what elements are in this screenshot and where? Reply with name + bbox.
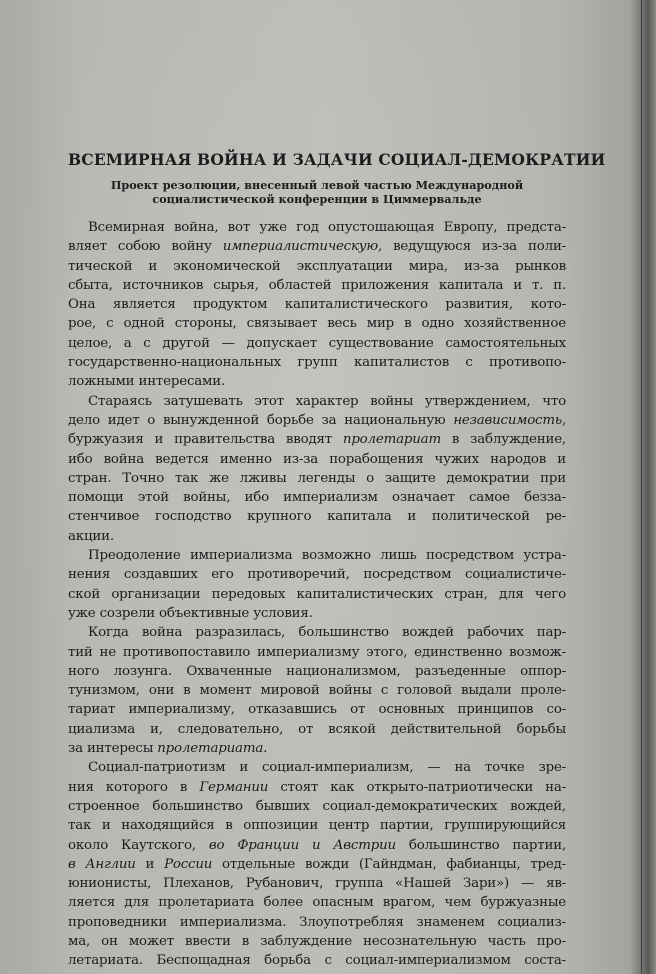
text-line: около Каутского, во Франции и Австрии большинство партии,	[68, 837, 566, 853]
text-line: ляется для пролетариата более опасным врагом, чем буржуазные	[68, 895, 566, 911]
text-line: ложными интересами.	[68, 374, 226, 390]
text-line: акции.	[68, 528, 114, 544]
text-line: уже созрели объективные условия.	[68, 605, 313, 621]
text-line: так и находящийся в оппозиции центр партии, группирующийся	[68, 818, 566, 834]
text-line: ма, он может ввести в заблуждение несознательную часть про-	[68, 933, 566, 949]
text-line: нения создавших его противоречий, посредством социалистиче-	[68, 567, 566, 583]
text-line: сбыта, источников сырья, областей приложения капитала и т. п.	[68, 277, 566, 293]
text-line: тий не противопоставило империализму этого, единственно возмож-	[68, 644, 566, 660]
text-line: проповедники империализма. Злоупотребляя знаменем социализ-	[68, 914, 566, 930]
subtitle-line: Проект резолюции, внесенный левой частью Международной	[110, 178, 524, 192]
text-line: дело идет о вынужденной борьбе за национальную независимость,	[68, 412, 566, 428]
text-line: помощи этой войны, ибо империализм означает самое безза-	[68, 490, 566, 506]
text-line: летариата. Беспощадная борьба с социал-империализмом соста-	[68, 953, 566, 969]
text-line: стран. Точно так же лживы легенды о защите демократии при	[68, 470, 566, 486]
text-line: Всемирная война, вот уже год опустошающая Европу, предста-	[88, 220, 566, 235]
text-line: ской организации передовых капиталистических стран, для чего	[68, 586, 566, 602]
text-line: Стараясь затушевать этот характер войны утверждением, что	[88, 393, 566, 409]
page-title: ВСЕМИРНАЯ ВОЙНА И ЗАДАЧИ СОЦИАЛ-ДЕМОКРАТИИ	[68, 150, 606, 169]
text-line: буржуазия и правительства вводят пролетариат в заблуждение,	[68, 432, 566, 448]
text-line: Социал-патриотизм и социал-империализм, — на точке зре-	[88, 760, 566, 776]
text-line: государственно-национальных групп капиталистов с противопо-	[68, 355, 566, 371]
page-content	[68, 150, 606, 971]
text-line: строенное большинство бывших социал-демократических вождей,	[68, 798, 566, 814]
text-line: циализма и, следовательно, от всякой действительной борьбы	[68, 721, 566, 737]
page-edge-line	[641, 0, 642, 974]
text-line: Когда война разразилась, большинство вождей рабочих пар-	[88, 625, 566, 641]
text-line: стенчивое господство крупного капитала и политической ре-	[68, 509, 566, 525]
text-line: Преодоление империализма возможно лишь посредством устра-	[88, 548, 566, 564]
text-line: за интересы пролетариата.	[68, 741, 268, 757]
text-line: рое, с одной стороны, связывает весь мир в одно хозяйственное	[68, 316, 566, 332]
subtitle-line: социалистической конференции в Циммервальде	[152, 192, 482, 206]
text-line: целое, а с другой — допускает существование самостоятельных	[68, 335, 566, 351]
text-line: ного лозунга. Охваченные национализмом, разъеденные оппор-	[68, 663, 566, 679]
page-edge-shadow	[630, 0, 656, 974]
text-line: в Англии и России отдельные вожди (Гайндман, фабианцы, тред-	[68, 856, 566, 872]
subtitle	[86, 178, 548, 206]
text-line: ибо война ведется именно из-за порабощения чужих народов и	[68, 451, 566, 467]
text-line: тариат империализму, отказавшись от основных принципов со-	[68, 702, 566, 718]
text-line: тунизмом, они в момент мировой войны с головой выдали проле-	[68, 683, 566, 699]
text-line: вляет собою войну империалистическую, ведущуюся из-за поли-	[68, 239, 566, 255]
body-text	[68, 218, 566, 971]
text-line: тической и экономической эксплуатации мира, из-за рынков	[68, 258, 566, 274]
text-line: ния которого в Германии стоят как открыто-патриотически на-	[68, 779, 566, 795]
text-line: юнионисты, Плеханов, Рубанович, группа «Нашей Зари») — яв-	[68, 876, 566, 892]
text-line: Она является продуктом капиталистического развития, кото-	[68, 297, 566, 313]
